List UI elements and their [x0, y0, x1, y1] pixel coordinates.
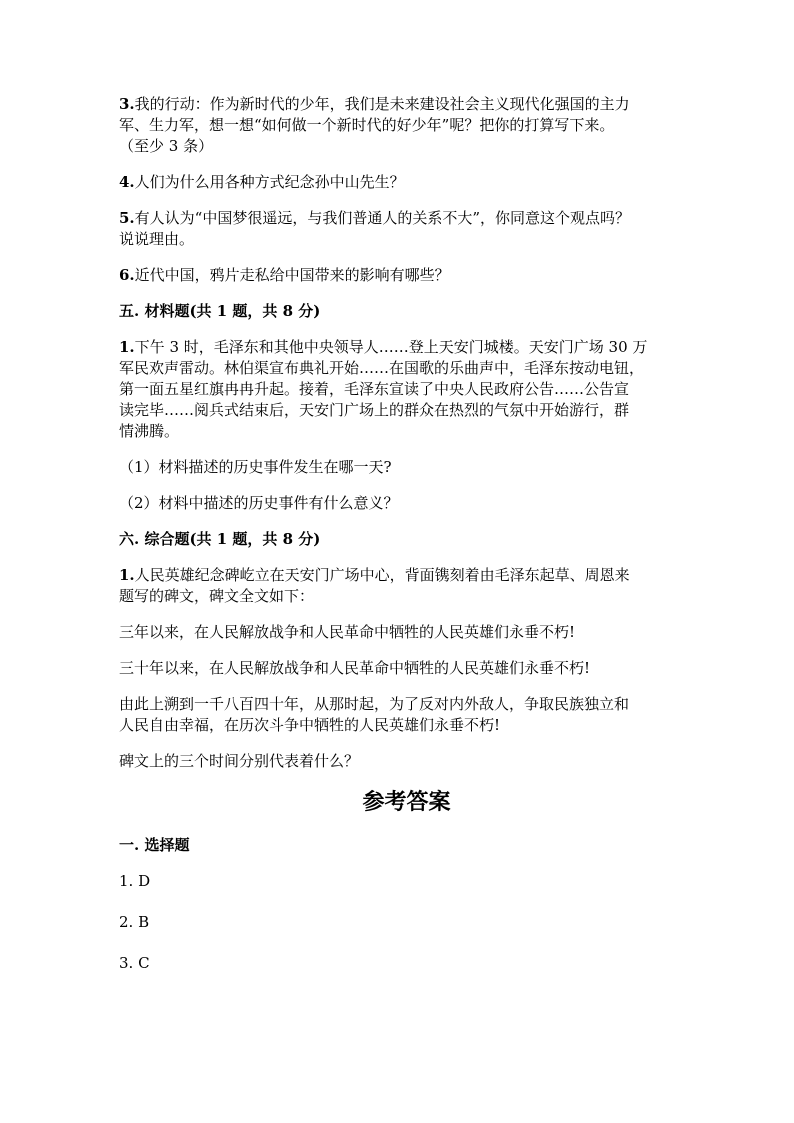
- question-number: 6.: [119, 266, 135, 284]
- question-5: [119, 208, 694, 250]
- question-text-line: （至少 3 条）: [119, 137, 214, 155]
- material-text-line: 情沸腾。: [119, 422, 180, 440]
- question-4: [119, 172, 694, 193]
- question-text-line: 我的行动：作为新时代的少年，我们是未来建设社会主义现代化强国的主力: [134, 95, 630, 113]
- question-text: 近代中国，鸦片走私给中国带来的影响有哪些？: [134, 266, 450, 284]
- question-text-line: 军、生力军，想一想“如何做一个新时代的好少年”呢？把你的打算写下来。: [119, 116, 615, 134]
- question-number: 3.: [119, 95, 135, 113]
- inscription-paragraph-1: 三年以来，在人民解放战争和人民革命中牺牲的人民英雄们永垂不朽!: [119, 623, 576, 641]
- question-number: 5.: [119, 209, 135, 227]
- section-6-title: 六. 综合题(共 1 题，共 8 分): [119, 530, 321, 548]
- material-question-1: [119, 337, 694, 442]
- question-6: [119, 265, 694, 286]
- answer-item: 1. D: [119, 872, 151, 890]
- inscription-paragraph-2: 三十年以来，在人民解放战争和人民革命中牺牲的人民英雄们永垂不朽!: [119, 659, 591, 677]
- comprehensive-question-1: [119, 565, 694, 607]
- document-page: [119, 94, 694, 994]
- section-5-title: 五. 材料题(共 1 题，共 8 分): [119, 302, 321, 320]
- sub-question-1: （1）材料描述的历史事件发生在哪一天?: [119, 458, 392, 476]
- question-text-line: 说说理由。: [119, 230, 195, 248]
- inscription-paragraph-3: [119, 694, 694, 736]
- inscription-line: 人民自由幸福，在历次斗争中牺牲的人民英雄们永垂不朽!: [119, 716, 501, 734]
- inscription-line: 由此上溯到一千八百四十年，从那时起，为了反对内外敌人，争取民族独立和: [119, 695, 630, 713]
- question-3: [119, 94, 694, 157]
- answer-item: 3. C: [119, 954, 150, 972]
- material-text-line: 军民欢声雷动。林伯渠宣布典礼开始……在国歌的乐曲声中，毛泽东按动电钮，: [119, 359, 645, 377]
- answers-section-1-title: 一. 选择题: [119, 836, 190, 854]
- answers-title: 参考答案: [362, 789, 451, 815]
- question-text-line: 人民英雄纪念碑屹立在天安门广场中心，背面镌刻着由毛泽东起草、周恩来: [134, 566, 630, 584]
- question-number: 4.: [119, 173, 135, 191]
- question-text-line: 题写的碑文，碑文全文如下：: [119, 587, 315, 605]
- question-text: 人们为什么用各种方式纪念孙中山先生？: [134, 173, 405, 191]
- question-text-line: 有人认为“中国梦很遥远，与我们普通人的关系不大”，你同意这个观点吗？: [134, 209, 631, 227]
- question-number: 1.: [119, 566, 135, 584]
- material-text-line: 下午 3 时，毛泽东和其他中央领导人……登上天安门城楼。天安门广场 30 万: [134, 338, 648, 356]
- sub-question-2: （2）材料中描述的历史事件有什么意义？: [119, 494, 399, 512]
- answer-item: 2. B: [119, 913, 150, 931]
- material-text-line: 第一面五星红旗冉冉升起。接着，毛泽东宣读了中央人民政府公告……公告宣: [119, 380, 630, 398]
- inscription-question: 碑文上的三个时间分别代表着什么？: [119, 752, 360, 770]
- question-number: 1.: [119, 338, 135, 356]
- material-text-line: 读完毕……阅兵式结束后，天安门广场上的群众在热烈的气氛中开始游行，群: [119, 401, 630, 419]
